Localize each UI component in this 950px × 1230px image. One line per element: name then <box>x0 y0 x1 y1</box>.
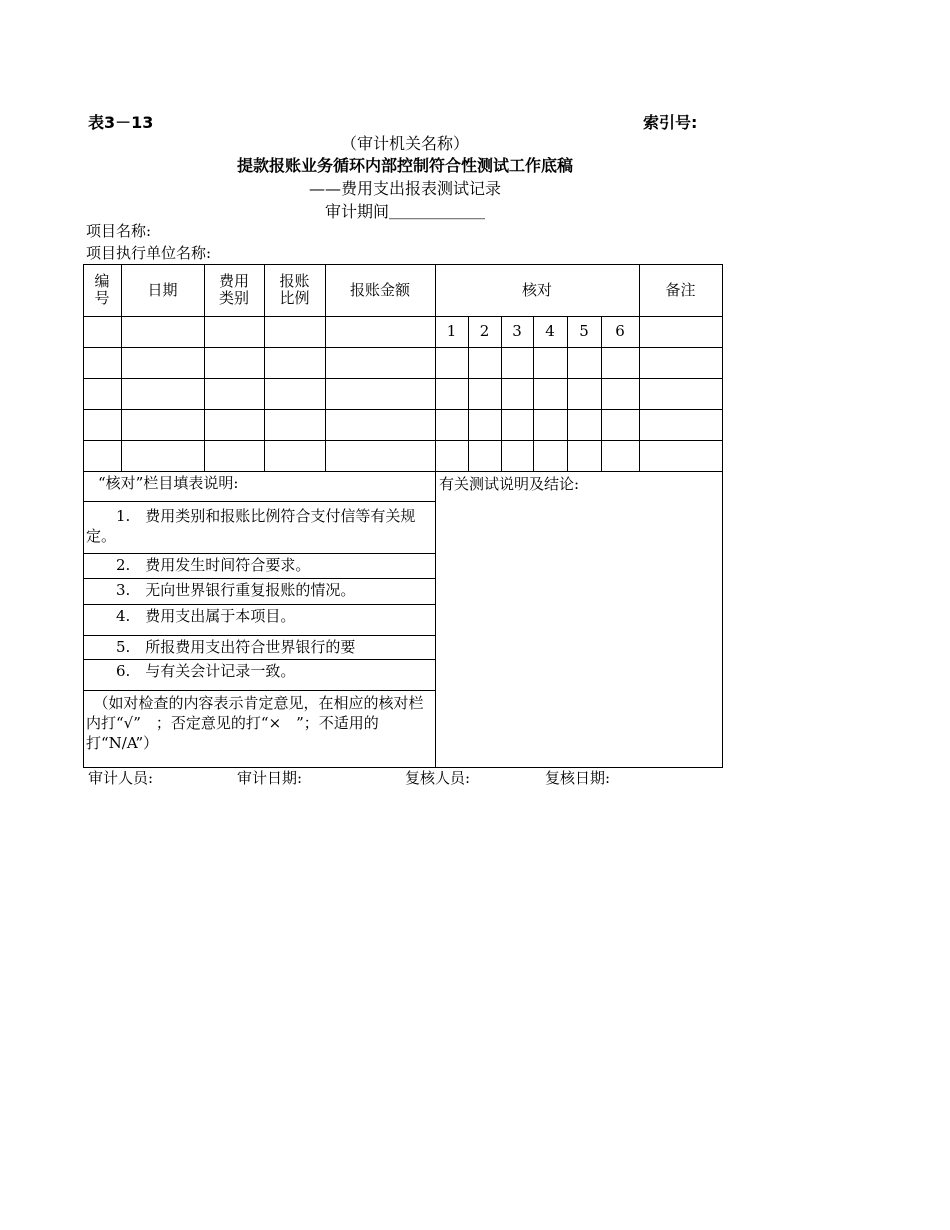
col-header-no <box>83 264 121 316</box>
check-number-2: 2 <box>479 322 490 340</box>
grid-line <box>83 767 723 768</box>
conclusion-heading: 有关测试说明及结论: <box>439 475 580 493</box>
page-subtitle: ——费用支出报表测试记录 <box>308 179 501 198</box>
grid-line <box>83 553 436 554</box>
grid-line <box>83 471 723 472</box>
grid-line <box>83 501 436 502</box>
grid-line <box>83 409 723 410</box>
col-header-ratio-line2: 比例 <box>279 289 310 307</box>
test-record-table <box>83 264 723 768</box>
check-number-5: 5 <box>579 322 589 340</box>
page-title: 提款报账业务循环内部控制符合性测试工作底稿 <box>236 156 573 175</box>
audit-period: 审计期间＿＿＿＿＿＿ <box>324 202 485 221</box>
col-header-date: 日期 <box>147 280 178 299</box>
note-item-5: 5. 所报费用支出符合世界银行的要 <box>86 638 356 656</box>
grid-line <box>83 378 723 379</box>
check-mark-instruction: （如对检查的内容表示肯定意见，在相应的核对栏内打“√” ；否定意见的打“× ”；不适用的打“N/A”） <box>86 694 424 752</box>
grid-line <box>83 635 436 636</box>
index-number-label: 索引号: <box>643 113 698 132</box>
grid-line <box>83 264 84 768</box>
col-header-no-line1: 编 <box>94 272 110 290</box>
audit-date-label: 审计日期: <box>237 769 303 787</box>
col-header-category <box>204 264 264 316</box>
note-item-1: 1. 费用类别和报账比例符合支付信等有关规定。 <box>86 507 416 545</box>
note-item-3: 3. 无向世界银行重复报账的情况。 <box>86 581 356 599</box>
check-number-3: 3 <box>512 322 522 340</box>
check-number-1: 1 <box>446 322 457 340</box>
exec-unit-label: 项目执行单位名称: <box>86 244 212 262</box>
audit-org-name: （审计机关名称） <box>340 134 469 153</box>
col-header-ratio-line1: 报账 <box>279 272 310 290</box>
grid-line <box>83 604 436 605</box>
col-header-category-line2: 类别 <box>218 289 249 307</box>
grid-line <box>83 440 723 441</box>
notes-heading: “核对”栏目填表说明: <box>98 474 239 492</box>
grid-line <box>83 659 436 660</box>
auditor-label: 审计人员: <box>88 769 154 787</box>
review-date-label: 复核日期: <box>545 769 611 787</box>
check-number-6: 6 <box>615 322 625 340</box>
grid-line <box>83 347 723 348</box>
col-header-check: 核对 <box>521 280 552 299</box>
grid-line <box>83 690 436 691</box>
reviewer-label: 复核人员: <box>405 769 471 787</box>
project-name-label: 项目名称: <box>86 222 152 240</box>
grid-line <box>83 578 436 579</box>
check-number-4: 4 <box>545 322 555 340</box>
note-item-6: 6. 与有关会计记录一致。 <box>86 662 296 680</box>
table-number-label: 表3－13 <box>88 113 154 132</box>
note-item-2: 2. 费用发生时间符合要求。 <box>86 556 311 574</box>
col-header-category-line1: 费用 <box>218 272 249 290</box>
col-header-amount: 报账金额 <box>349 280 410 299</box>
note-item-4: 4. 费用支出属于本项目。 <box>86 607 296 625</box>
col-header-ratio <box>264 264 325 316</box>
col-header-no-line2: 号 <box>94 289 110 307</box>
grid-line <box>722 264 723 768</box>
col-header-remark: 备注 <box>665 280 696 299</box>
